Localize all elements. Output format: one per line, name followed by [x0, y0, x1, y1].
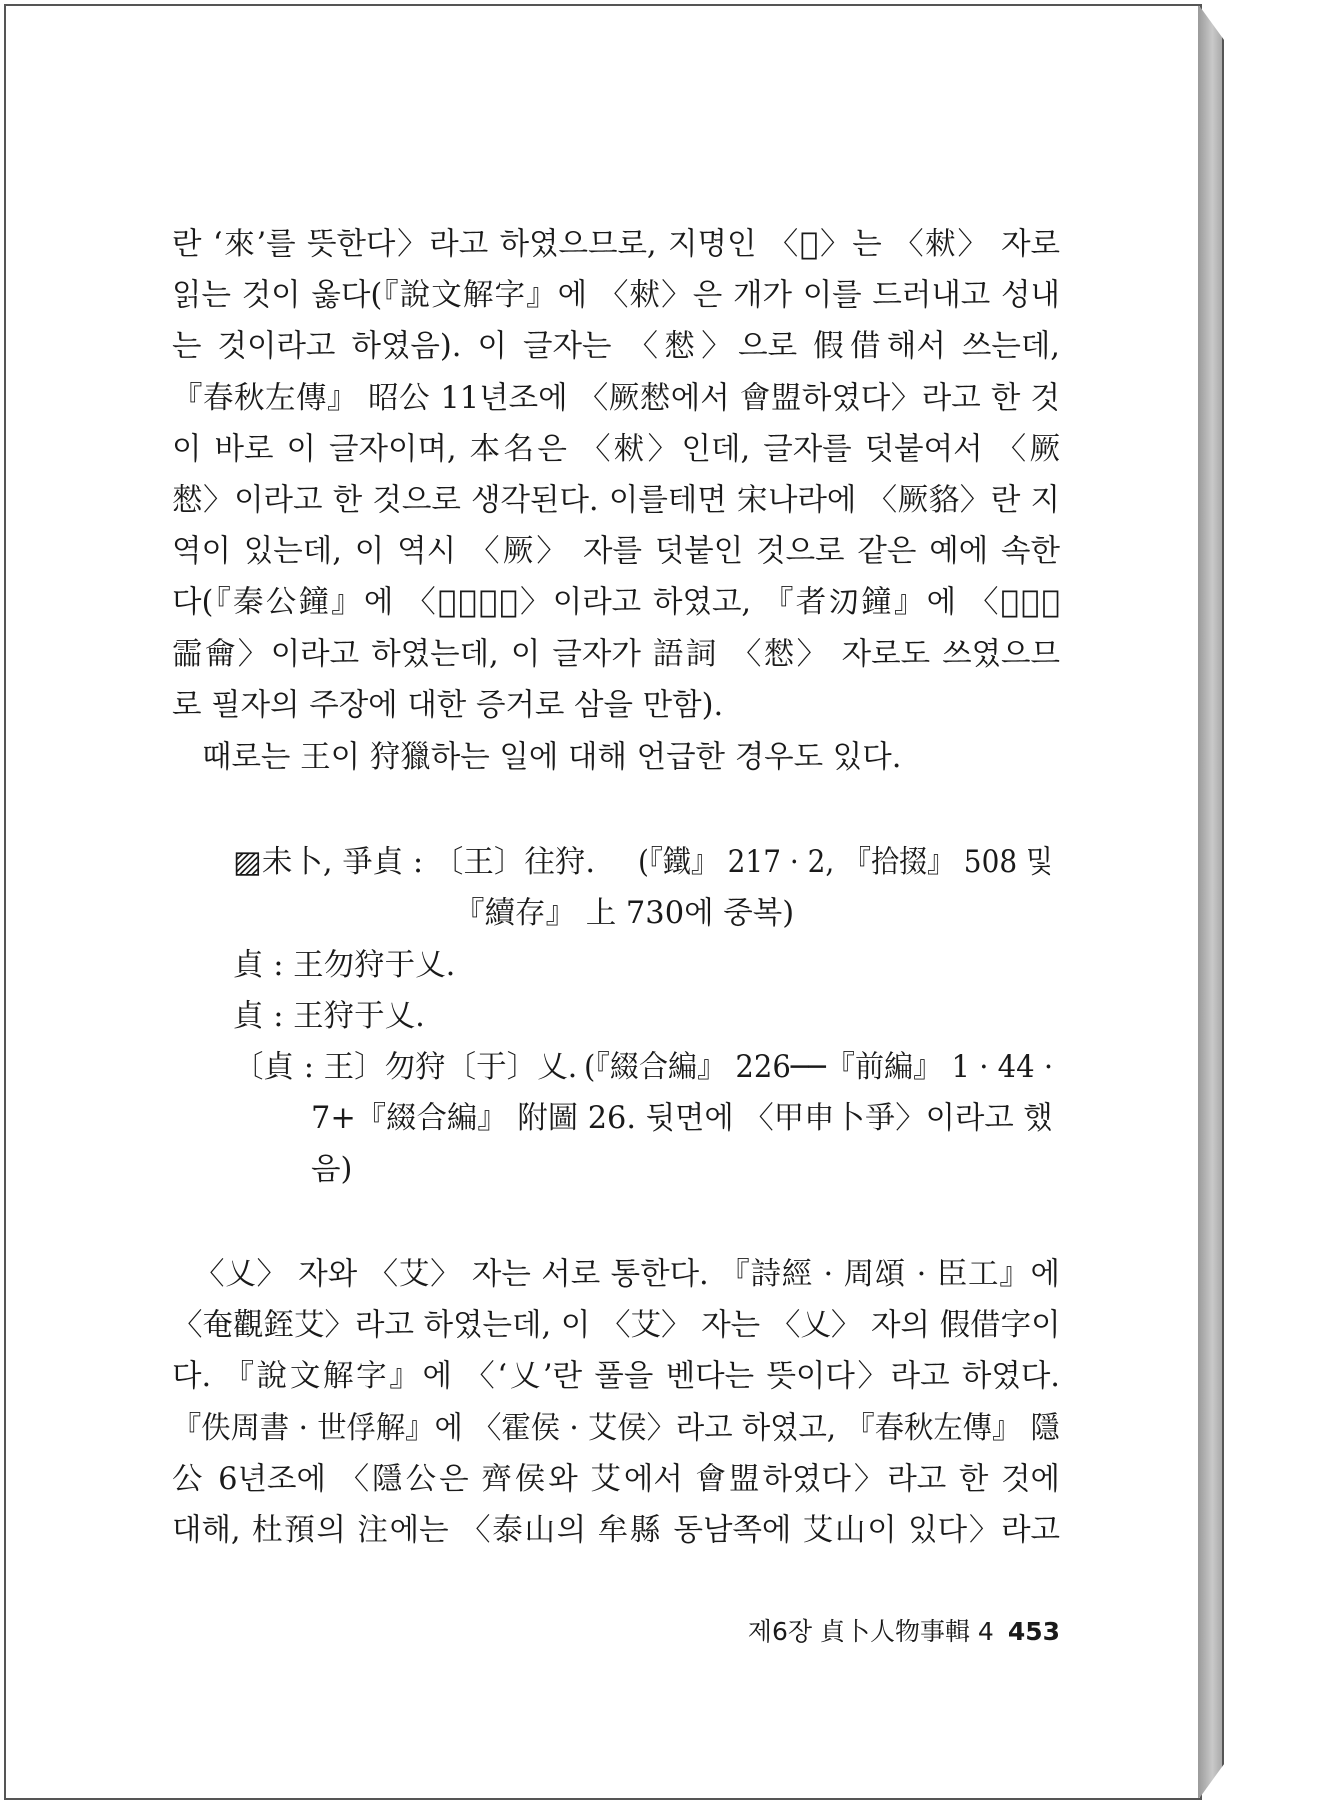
inscription-text: 〔貞 : 王〕勿狩〔于〕乂.	[233, 1050, 578, 1085]
page-footer	[700, 1614, 1060, 1650]
text-line: 역이 있는데, 이 역시 〈厥〉 자를 덧붙인 것으로 같은 예에 속한	[172, 534, 1060, 569]
citation-text: (『綴合編』 226──『前編』 1 · 44 ·	[584, 1050, 1054, 1085]
text-line: 읽는 것이 옳다(『說文解字』에 〈猌〉은 개가 이를 드러내고 성내	[172, 278, 1060, 313]
page-number: 453	[1007, 1617, 1060, 1646]
citation-text: (『鐵』 217 · 2, 『拾掇』 508 및	[638, 845, 1054, 880]
inscription-text: ▨未卜, 爭貞 : 〔王〕往狩.	[233, 845, 596, 880]
citation-text: 음)	[311, 1152, 353, 1187]
text-line: 『春秋左傳』 昭公 11년조에 〈厥憖에서 會盟하였다〉라고 한 것	[172, 381, 1060, 416]
text-line: 때로는 王이 狩獵하는 일에 대해 언급한 경우도 있다.	[202, 740, 902, 775]
text-line: 公 6년조에 〈隱公은 齊侯와 艾에서 會盟하였다〉라고 한 것에	[172, 1462, 1060, 1497]
citation-text: 『續存』 上 730에 중복)	[454, 896, 795, 931]
text-line: 다. 『說文解字』에 〈‘乂’란 풀을 벤다는 뜻이다〉라고 하였다.	[172, 1359, 1060, 1394]
inscription-text: 貞 : 王狩于乂.	[233, 999, 425, 1034]
text-line: 로 필자의 주장에 대한 증거로 삼을 만함).	[172, 688, 724, 723]
chapter-title: 제6장 貞卜人物事輯 4	[747, 1617, 994, 1646]
text-line: 대해, 杜預의 注에는 〈泰山의 牟縣 동남쪽에 艾山이 있다〉라고	[172, 1513, 1060, 1548]
text-line: 다(『秦公鐘』에 〈𦥷龢萬民〉이라고 하였고, 『者𣱼鐘』에 〈𦥷于我	[172, 585, 1060, 620]
text-line: 霝龠〉이라고 하였는데, 이 글자가 語詞 〈憖〉 자로도 쓰였으므	[172, 637, 1060, 672]
text-line: 『佚周書 · 世俘解』에 〈霍侯 · 艾侯〉라고 하였고, 『春秋左傳』 隱	[172, 1411, 1060, 1446]
text-line: 〈乂〉 자와 〈艾〉 자는 서로 통한다. 『詩經 · 周頌 · 臣工』에	[194, 1257, 1060, 1292]
text-line: 이 바로 이 글자이며, 本名은 〈猌〉인데, 글자를 덧붙여서 〈厥	[172, 432, 1060, 467]
text-line: 憖〉이라고 한 것으로 생각된다. 이를테면 宋나라에 〈厥貉〉란 지	[172, 483, 1060, 518]
text-line: 란 ‘來’를 뜻한다〉라고 하였으므로, 지명인 〈𦥷〉는 〈猌〉 자로	[172, 227, 1060, 262]
text-line: 는 것이라고 하였음). 이 글자는 〈憖〉으로 假借해서 쓰는데,	[172, 329, 1060, 364]
inscription-text: 貞 : 王勿狩于乂.	[233, 948, 456, 983]
citation-text: 7+『綴合編』 附圖 26. 뒷면에 〈甲申卜爭〉이라고 했	[311, 1101, 1053, 1136]
text-line: 〈奄觀銍艾〉라고 하였는데, 이 〈艾〉 자는 〈乂〉 자의 假借字이	[172, 1308, 1061, 1343]
